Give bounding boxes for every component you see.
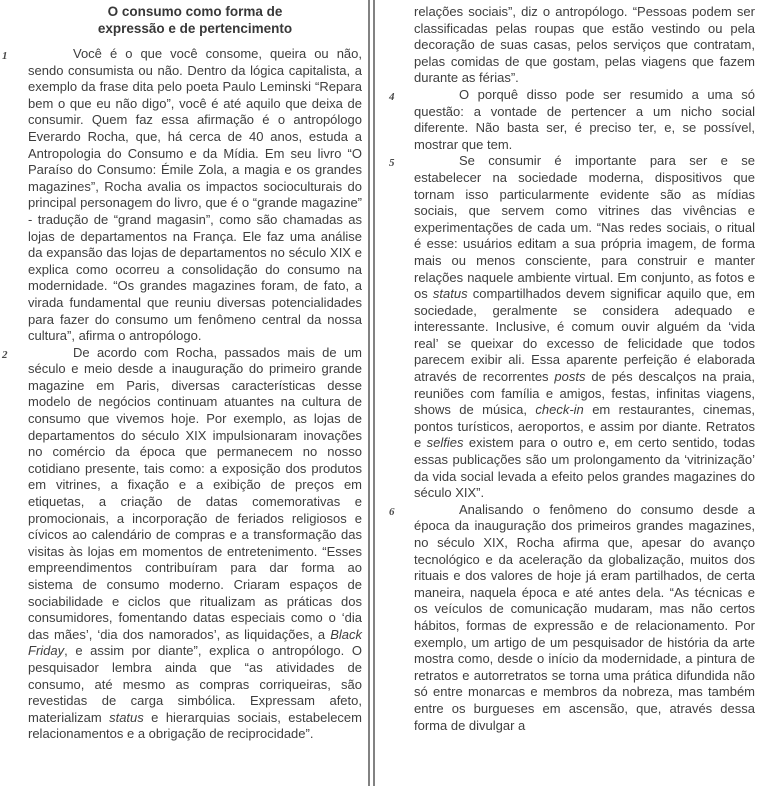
paragraph-3-continuation [414, 4, 755, 87]
paragraph-text: relações sociais”, diz o antropólogo. “Pessoas podem ser classificadas pelas roupas que estão vestindo ou pela decoração de suas casas, pelos serviços que contratam, pelas comidas de que gostam, pelas viagens que fazem durante as férias”. [414, 4, 755, 86]
paragraph-1 [2, 46, 362, 345]
paragraph-number: 2 [2, 348, 8, 361]
right-column [375, 0, 759, 786]
article-title [28, 3, 362, 37]
paragraph-text: O porquê disso pode ser resumido a uma só questão: a vontade de pertencer a um nicho social diferente. Não basta ser, é preciso ter, e, se possível, mostrar que tem. [414, 86, 755, 152]
paragraph-text: Você é o que você consome, queira ou não, sendo consumista ou não. Dentro da lógica capitalista, a exemplo da frase dita pelo poeta Paulo Leminski “Repara bem o que eu não digo”, você é até aquilo que deixa de consumir. Quem faz essa afirmação é o antropólogo Everardo Rocha, que, há cerca de 40 anos, estuda a Antropologia do Consumo e da Mídia. Em seu livro “O Paraíso do Consumo: Émile Zola, a magia e os grandes magazines”, Rocha avalia os impactos socioculturais do principal personagem do livro, que é o “grande magazine” - tradução de “grand magasin”, como são chamadas as lojas de departamentos na França. Ele faz uma análise da expansão das lojas de departamentos no século XIX e explica como ocorreu a consolidação do consumo na modernidade. “Os grandes magazines foram, de fato, a virada fundamental que reuniu diversas potencialidades para fazer do consumo um fenômeno central da nossa cultura”, afirma o antropólogo. [28, 46, 362, 344]
column-divider [368, 0, 375, 786]
paragraph-number: 5 [389, 157, 395, 170]
paragraph-4 [389, 86, 755, 153]
paragraph-6 [389, 501, 755, 734]
paragraph-text: Analisando o fenômeno do consumo desde a época da inauguração dos primeiros grandes magazines, no século XIX, Rocha afirma que, apesar do avanço tecnológico e da aceleração da globalização, muitos dos rituais e dos valores de hoje já eram partilhados, de certa maneira, naquela época e até antes dela. “As técnicas e os veículos de comunicação mudaram, mas não certos hábitos, formas de expressão e de relacionamento. Por exemplo, um artigo de um pesquisador de história da arte mostra como, desde o início da modernidade, a pintura de retratos e autorretratos se torna uma prática difundida não só entre monarcas e membros da nobreza, mas também entre os burgueses em ascensão, que, através dessa forma de divulgar a [414, 501, 755, 733]
paragraph-number: 6 [389, 505, 395, 518]
paragraph-5 [389, 153, 756, 501]
paragraph-text: Se consumir é importante para ser e se estabelecer na sociedade moderna, dispositivos que tornam isso particularmente evidente são as mídias sociais, que servem como vitrines das vivências e experimentações de cada um. “Nas redes sociais, o ritual é esse: usuários editam a sua própria imagem, de forma mais ou menos consciente, para construir e manter relações naquele ambiente virtual. Em conjunto, as fotos e os status compartilhados devem significar aquilo que, em sociedade, geralmente se considera adequado e interessante. Inclusive, é comum ouvir alguém da ‘vida real’ se queixar do excesso de felicidade que todos parecem exibir ali. Essa aparente perfeição é elaborada através de recorrentes posts de pés descalços na praia, reuniões com família e amigos, festas, infinitas viagens, shows de música, check-in em restaurantes, cinemas, pontos turísticos, aeroportos, e assim por diante. Retratos e selfies existem para o outro e, em certo sentido, todas essas publicações são um prolongamento da ‘vitrinização’ da vida social levada a efeito pelos grandes magazines do século XIX”. [414, 153, 756, 501]
left-column [0, 0, 368, 786]
paragraph-number: 1 [2, 50, 8, 62]
article-title-line1: O consumo como forma de [107, 4, 283, 19]
paragraph-2 [2, 344, 362, 743]
paragraph-text: De acordo com Rocha, passados mais de um século e meio desde a inauguração do primeiro grande magazine em Paris, diversas características desse modelo de negócios continuam atuantes na cultura de consumo que vivemos hoje. Por exemplo, as lojas de departamentos do século XIX impulsionaram inovações no comércio da época que permanecem no nosso cotidiano presente, tais como: a exposição dos produtos em vitrines, a fixação e a exibição de preços em etiquetas, a criação de datas comemorativas e promocionais, a incorporação de feriados religiosos e cívicos ao calendário de compras e a transformação das visitas às lojas em momentos de entretenimento. “Esses empreendimentos contribuíram para dar forma ao sistema de consumo moderno. Criaram espaços de sociabilidade e ciclos que ritualizam as práticas dos consumidores, fomentando datas especiais como o ‘dia das mães’, ‘dia dos namorados’, as liquidações, a Black Friday, e assim por diante”, explica o antropólogo. O pesquisador lembra ainda que “as atividades de consumo, até mesmo as compras corriqueiras, são revestidas de carga simbólica. Expressam afeto, materializam status e hierarquias sociais, estabelecem relacionamentos e a obrigação de reciprocidade”. [28, 344, 362, 742]
article-title-line2: expressão e de pertencimento [97, 21, 293, 36]
paragraph-number: 4 [389, 90, 395, 103]
